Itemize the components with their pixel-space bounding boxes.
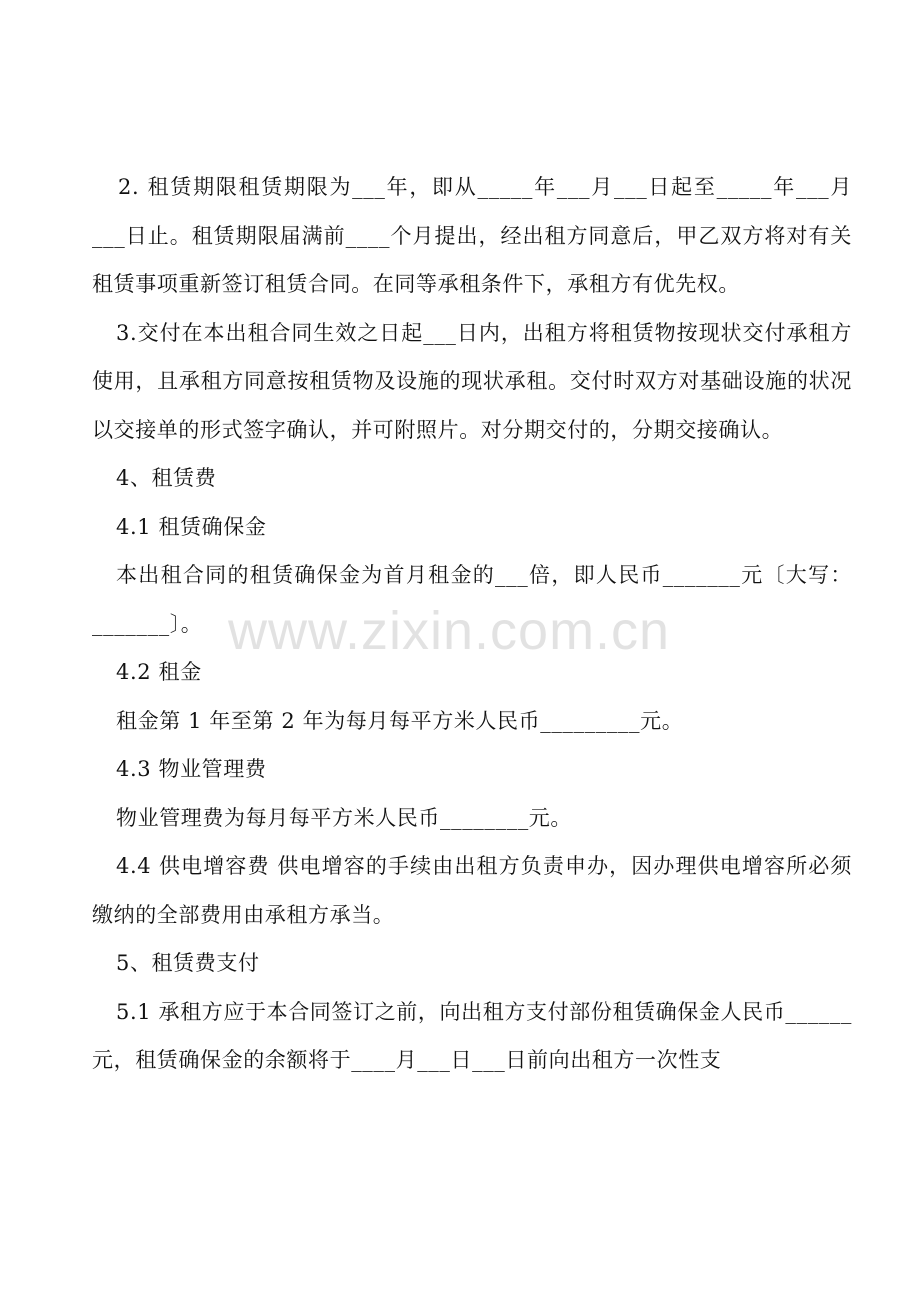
watermark: www.zixin.com.cn <box>228 601 671 661</box>
document-page <box>92 163 852 1085</box>
clause-2-lease-term: 2. 租赁期限租赁期限为___年，即从_____年___月___日起至_____年___月___日止。租赁期限届满前____个月提出，经出租方同意后，甲乙双方将对有关租赁事项重新签订租赁合同。在同等承租条件下，承租方有优先权。 <box>92 175 852 296</box>
clause-5-1-payment: 5.1 承租方应于本合同签订之前，向出租方支付部份租赁确保金人民币______元，租赁确保金的余额将于____月___日___日前向出租方一次性支 <box>92 999 852 1072</box>
clause-4-4-power-fee: 4.4 供电增容费 供电增容的手续由出租方负责申办，因办理供电增容所必须缴纳的全部费用由承租方承当。 <box>92 854 852 927</box>
clause-4-1-deposit: 本出租合同的租赁确保金为首月租金的___倍，即人民币_______元〔大写：_______〕。 <box>92 563 852 636</box>
section-4-heading: 4、租赁费 <box>116 466 217 490</box>
clause-4-2-heading: 4.2 租金 <box>116 660 202 684</box>
clause-4-3-management-fee: 物业管理费为每月每平方米人民币________元。 <box>116 805 572 830</box>
clause-4-3-heading: 4.3 物业管理费 <box>116 757 267 781</box>
clause-4-2-rent: 租金第 1 年至第 2 年为每月每平方米人民币_________元。 <box>116 708 684 733</box>
section-5-heading: 5、租赁费支付 <box>116 951 260 975</box>
clause-3-delivery: 3.交付在本出租合同生效之日起___日内，出租方将租赁物按现状交付承租方使用，且承租方同意按租赁物及设施的现状承租。交付时双方对基础设施的状况以交接单的形式签字确认，并可附照片。对分期交付的，分期交接确认。 <box>92 320 852 442</box>
clause-4-1-heading: 4.1 租赁确保金 <box>116 514 267 539</box>
